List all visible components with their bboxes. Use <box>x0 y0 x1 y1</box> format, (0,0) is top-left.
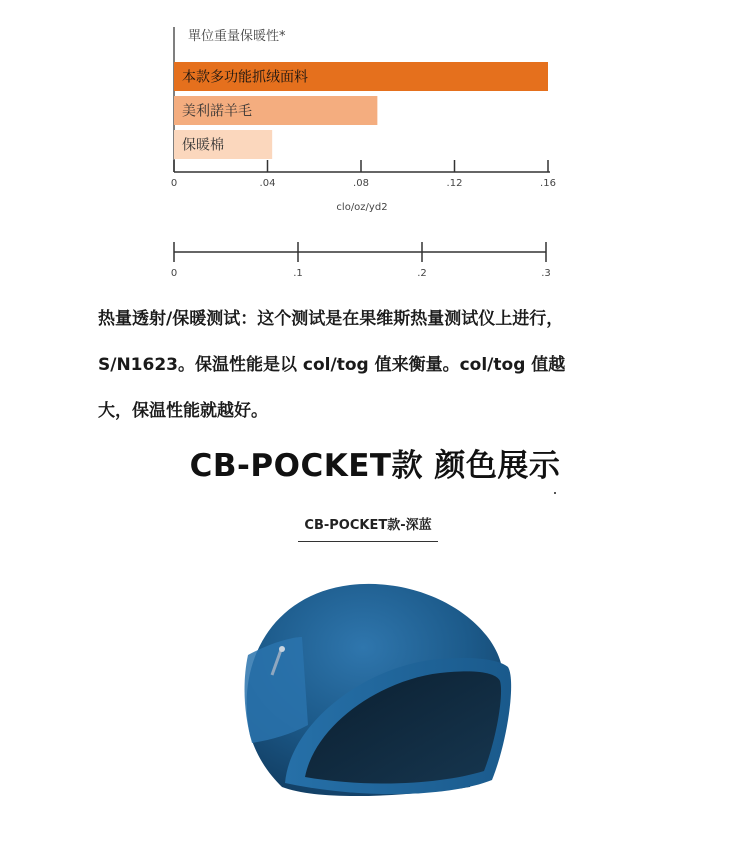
variant-label: CB-POCKET款-深蓝 <box>298 514 438 542</box>
secondary-tick-label-1: .1 <box>293 268 303 279</box>
test-description <box>98 296 698 434</box>
chart-title: 單位重量保暖性* <box>188 29 286 44</box>
x-ticks-group <box>171 160 556 189</box>
x-tick-label-2: .08 <box>353 178 369 189</box>
description-line-2: S/N1623。保温性能是以 col/tog 值来衡量。col/tog 值越 <box>98 355 566 375</box>
beanie-hat-image <box>230 575 530 815</box>
x-tick-label-4: .16 <box>540 178 556 189</box>
secondary-tick-label-0: 0 <box>170 268 178 279</box>
x-tick-label-0: 0 <box>170 178 178 189</box>
bar-label-1: 本款多功能抓绒面料 <box>182 69 308 86</box>
decorative-dot <box>554 492 556 494</box>
section-title: CB-POCKET款 颜色展示 <box>189 448 561 484</box>
insulation-chart <box>0 0 750 290</box>
description-line-3: 大，保温性能就越好。 <box>98 401 268 421</box>
bar-label-3: 保暖棉 <box>182 137 224 154</box>
x-tick-label-3: .12 <box>446 178 463 189</box>
x-axis-label: clo/oz/yd2 <box>336 202 388 213</box>
bar-label-2: 美利諾羊毛 <box>182 103 252 120</box>
secondary-ticks-group <box>171 242 551 279</box>
bars-group <box>174 62 548 159</box>
x-tick-label-1: .04 <box>259 178 276 189</box>
beanie-hat-svg <box>230 575 530 815</box>
insulation-chart-svg <box>0 0 750 290</box>
secondary-tick-label-2: .2 <box>417 268 427 279</box>
secondary-tick-label-3: .3 <box>541 268 551 279</box>
zip-pocket <box>245 637 308 743</box>
description-line-1: 热量透射/保暖测试：这个测试是在果维斯热量测试仪上进行， <box>98 309 564 329</box>
zipper-pull-icon <box>279 646 285 652</box>
